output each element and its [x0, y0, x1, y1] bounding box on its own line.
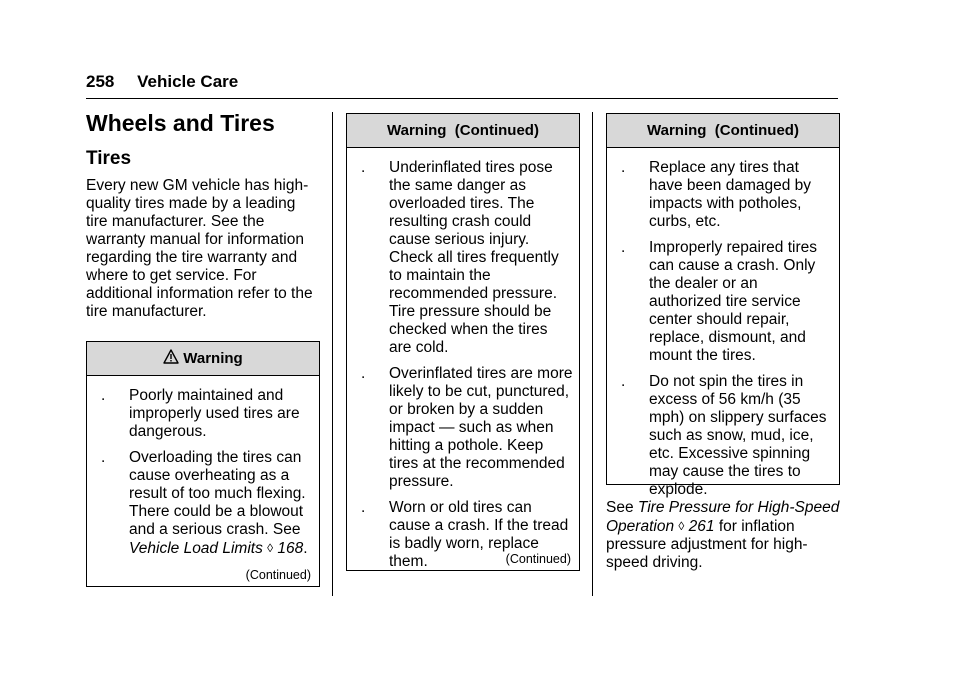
page-header — [86, 72, 238, 92]
see-note: See Tire Pressure for High-Speed Operation ◊ 261 for inflation pressure adjustment for high-speed driving. — [606, 499, 840, 571]
continued-label: (Continued) — [245, 568, 311, 582]
warning-item: . Replace any tires that have been damaged by impacts with potholes, curbs, etc. — [621, 159, 812, 230]
bullet-icon: . — [361, 159, 366, 176]
warning-box-3 — [606, 113, 840, 498]
continued-label: (Continued) — [505, 552, 571, 566]
bullet-icon: . — [621, 239, 626, 256]
page-reference-icon: ◊ — [267, 541, 274, 555]
header-rule — [86, 98, 838, 99]
warning-list — [87, 376, 319, 558]
warning-item: . Poorly maintained and improperly used tires are dangerous. — [101, 387, 300, 440]
warning-heading: Warning — [183, 350, 243, 367]
warning-header — [87, 342, 319, 376]
column-divider-1 — [332, 112, 333, 596]
bullet-icon: . — [621, 373, 626, 390]
warning-item: . Worn or old tires can cause a crash. If the tread is badly worn, replace them. — [361, 499, 569, 570]
warning-item: . Overinflated tires are more likely to be cut, punctured, or broken by a sudden impact — such as when hitting a pothole. Keep tires at the recommended pressure. — [361, 365, 573, 490]
bullet-icon: . — [361, 365, 366, 382]
cross-reference-page[interactable]: 168 — [277, 540, 304, 557]
warning-box-2 — [346, 113, 580, 571]
bullet-icon: . — [621, 159, 626, 176]
column-divider-2 — [592, 112, 593, 596]
cross-reference-link[interactable]: Vehicle Load Limits — [129, 540, 263, 557]
intro-paragraph: Every new GM vehicle has high-quality tires made by a leading tire manufacturer. See the warranty manual for information regarding the tire warranty and where to get service. For additional information refer to the tire manufacturer. — [86, 177, 313, 320]
page-number: 258 — [86, 72, 115, 91]
warning-list — [347, 148, 579, 571]
warning-item: . Improperly repaired tires can cause a crash. Only the dealer or an authorized tire service center should repair, replace, dismount, and mount the tires. — [621, 239, 817, 364]
warning-list — [607, 148, 839, 499]
warning-item: . Underinflated tires pose the same danger as overloaded tires. The resulting crash could cause serious injury. Check all tires frequently to maintain the recommended pressure. Tire pressure should be checked when the tires are cold. — [361, 159, 559, 356]
warning-triangle-icon — [163, 349, 179, 368]
section-subtitle: Tires — [86, 148, 132, 169]
page-title: Wheels and Tires — [86, 110, 275, 136]
cross-reference-page[interactable]: 261 — [688, 518, 715, 535]
bullet-icon: . — [361, 499, 366, 516]
warning-header: Warning (Continued) — [607, 114, 839, 148]
warning-header: Warning (Continued) — [347, 114, 579, 148]
cross-reference-link[interactable]: Tire Pressure for High-Speed Operation — [606, 499, 840, 535]
warning-box-1 — [86, 341, 320, 587]
warning-item: . Overloading the tires can cause overheating as a result of too much flexing. There could be a blowout and a serious crash. See Vehicle Load Limits ◊ 168. — [101, 449, 308, 557]
section-title: Vehicle Care — [137, 72, 239, 91]
warning-item: . Do not spin the tires in excess of 56 km/h (35 mph) on slippery surfaces such as snow, mud, ice, etc. Excessive spinning may cause the tires to explode. — [621, 373, 827, 498]
bullet-icon: . — [101, 387, 106, 404]
bullet-icon: . — [101, 449, 106, 466]
page-reference-icon: ◊ — [678, 519, 685, 533]
